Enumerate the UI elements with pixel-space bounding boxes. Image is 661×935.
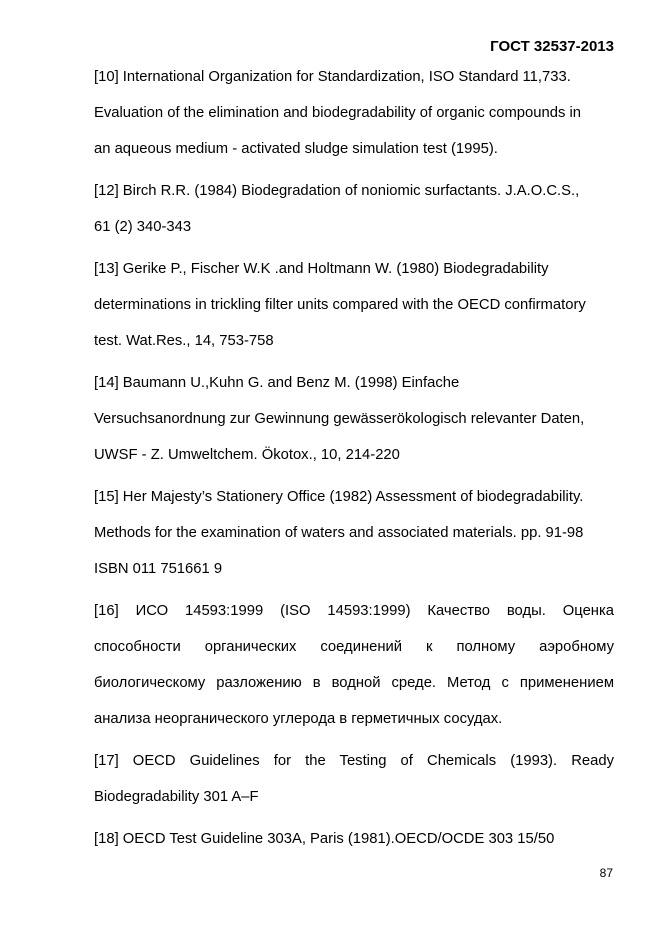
reference-line: Evaluation of the elimination and biodegradability of organic compounds in <box>94 105 581 121</box>
reference-item <box>94 59 614 167</box>
reference-line: test. Wat.Res., 14, 753-758 <box>94 333 274 349</box>
reference-line: Versuchsanordnung zur Gewinnung gewässerökologisch relevanter Daten, <box>94 411 585 427</box>
reference-line: [18] OECD Test Guideline 303A, Paris (1981).OECD/OCDE 303 15/50 <box>94 831 555 847</box>
document-code-header: ГОСТ 32537-2013 <box>490 38 614 55</box>
reference-list <box>94 59 614 863</box>
reference-item <box>94 821 614 857</box>
reference-line: ISBN 011 751661 9 <box>94 561 223 577</box>
reference-line: [15] Her Majesty’s Stationery Office (1982) Assessment of biodegradability. <box>94 489 584 505</box>
reference-line: [17] OECD Guidelines for the Testing of Chemicals (1993). Ready <box>94 753 614 769</box>
reference-line: биологическому разложению в водной среде. Метод с применением <box>94 675 614 691</box>
reference-line: 61 (2) 340-343 <box>94 219 192 235</box>
reference-line: Methods for the examination of waters and associated materials. pp. 91-98 <box>94 525 584 541</box>
reference-line: анализа неорганического углерода в герметичных сосудах. <box>94 711 503 727</box>
reference-line: [13] Gerike P., Fischer W.K .and Holtmann W. (1980) Biodegradability <box>94 261 549 277</box>
reference-line: determinations in trickling filter units compared with the OECD confirmatory <box>94 297 586 313</box>
reference-line: [10] International Organization for Standardization, ISO Standard 11,733. <box>94 69 571 85</box>
reference-item <box>94 173 614 245</box>
page-number: 87 <box>599 866 613 880</box>
reference-item <box>94 743 614 815</box>
reference-line: способности органических соединений к полному аэробному <box>94 639 614 655</box>
reference-line: [16] ИСО 14593:1999 (ISO 14593:1999) Качество воды. Оценка <box>94 603 614 619</box>
reference-line: [12] Birch R.R. (1984) Biodegradation of noniomic surfactants. J.A.O.C.S., <box>94 183 580 199</box>
reference-item <box>94 251 614 359</box>
reference-line: an aqueous medium - activated sludge simulation test (1995). <box>94 141 498 157</box>
reference-line: [14] Baumann U.,Kuhn G. and Benz M. (1998) Einfache <box>94 375 460 391</box>
reference-item <box>94 593 614 737</box>
reference-line: Biodegradability 301 A–F <box>94 789 259 805</box>
reference-item <box>94 479 614 587</box>
reference-line: UWSF - Z. Umweltchem. Ökotox., 10, 214-220 <box>94 447 400 463</box>
reference-item <box>94 365 614 473</box>
